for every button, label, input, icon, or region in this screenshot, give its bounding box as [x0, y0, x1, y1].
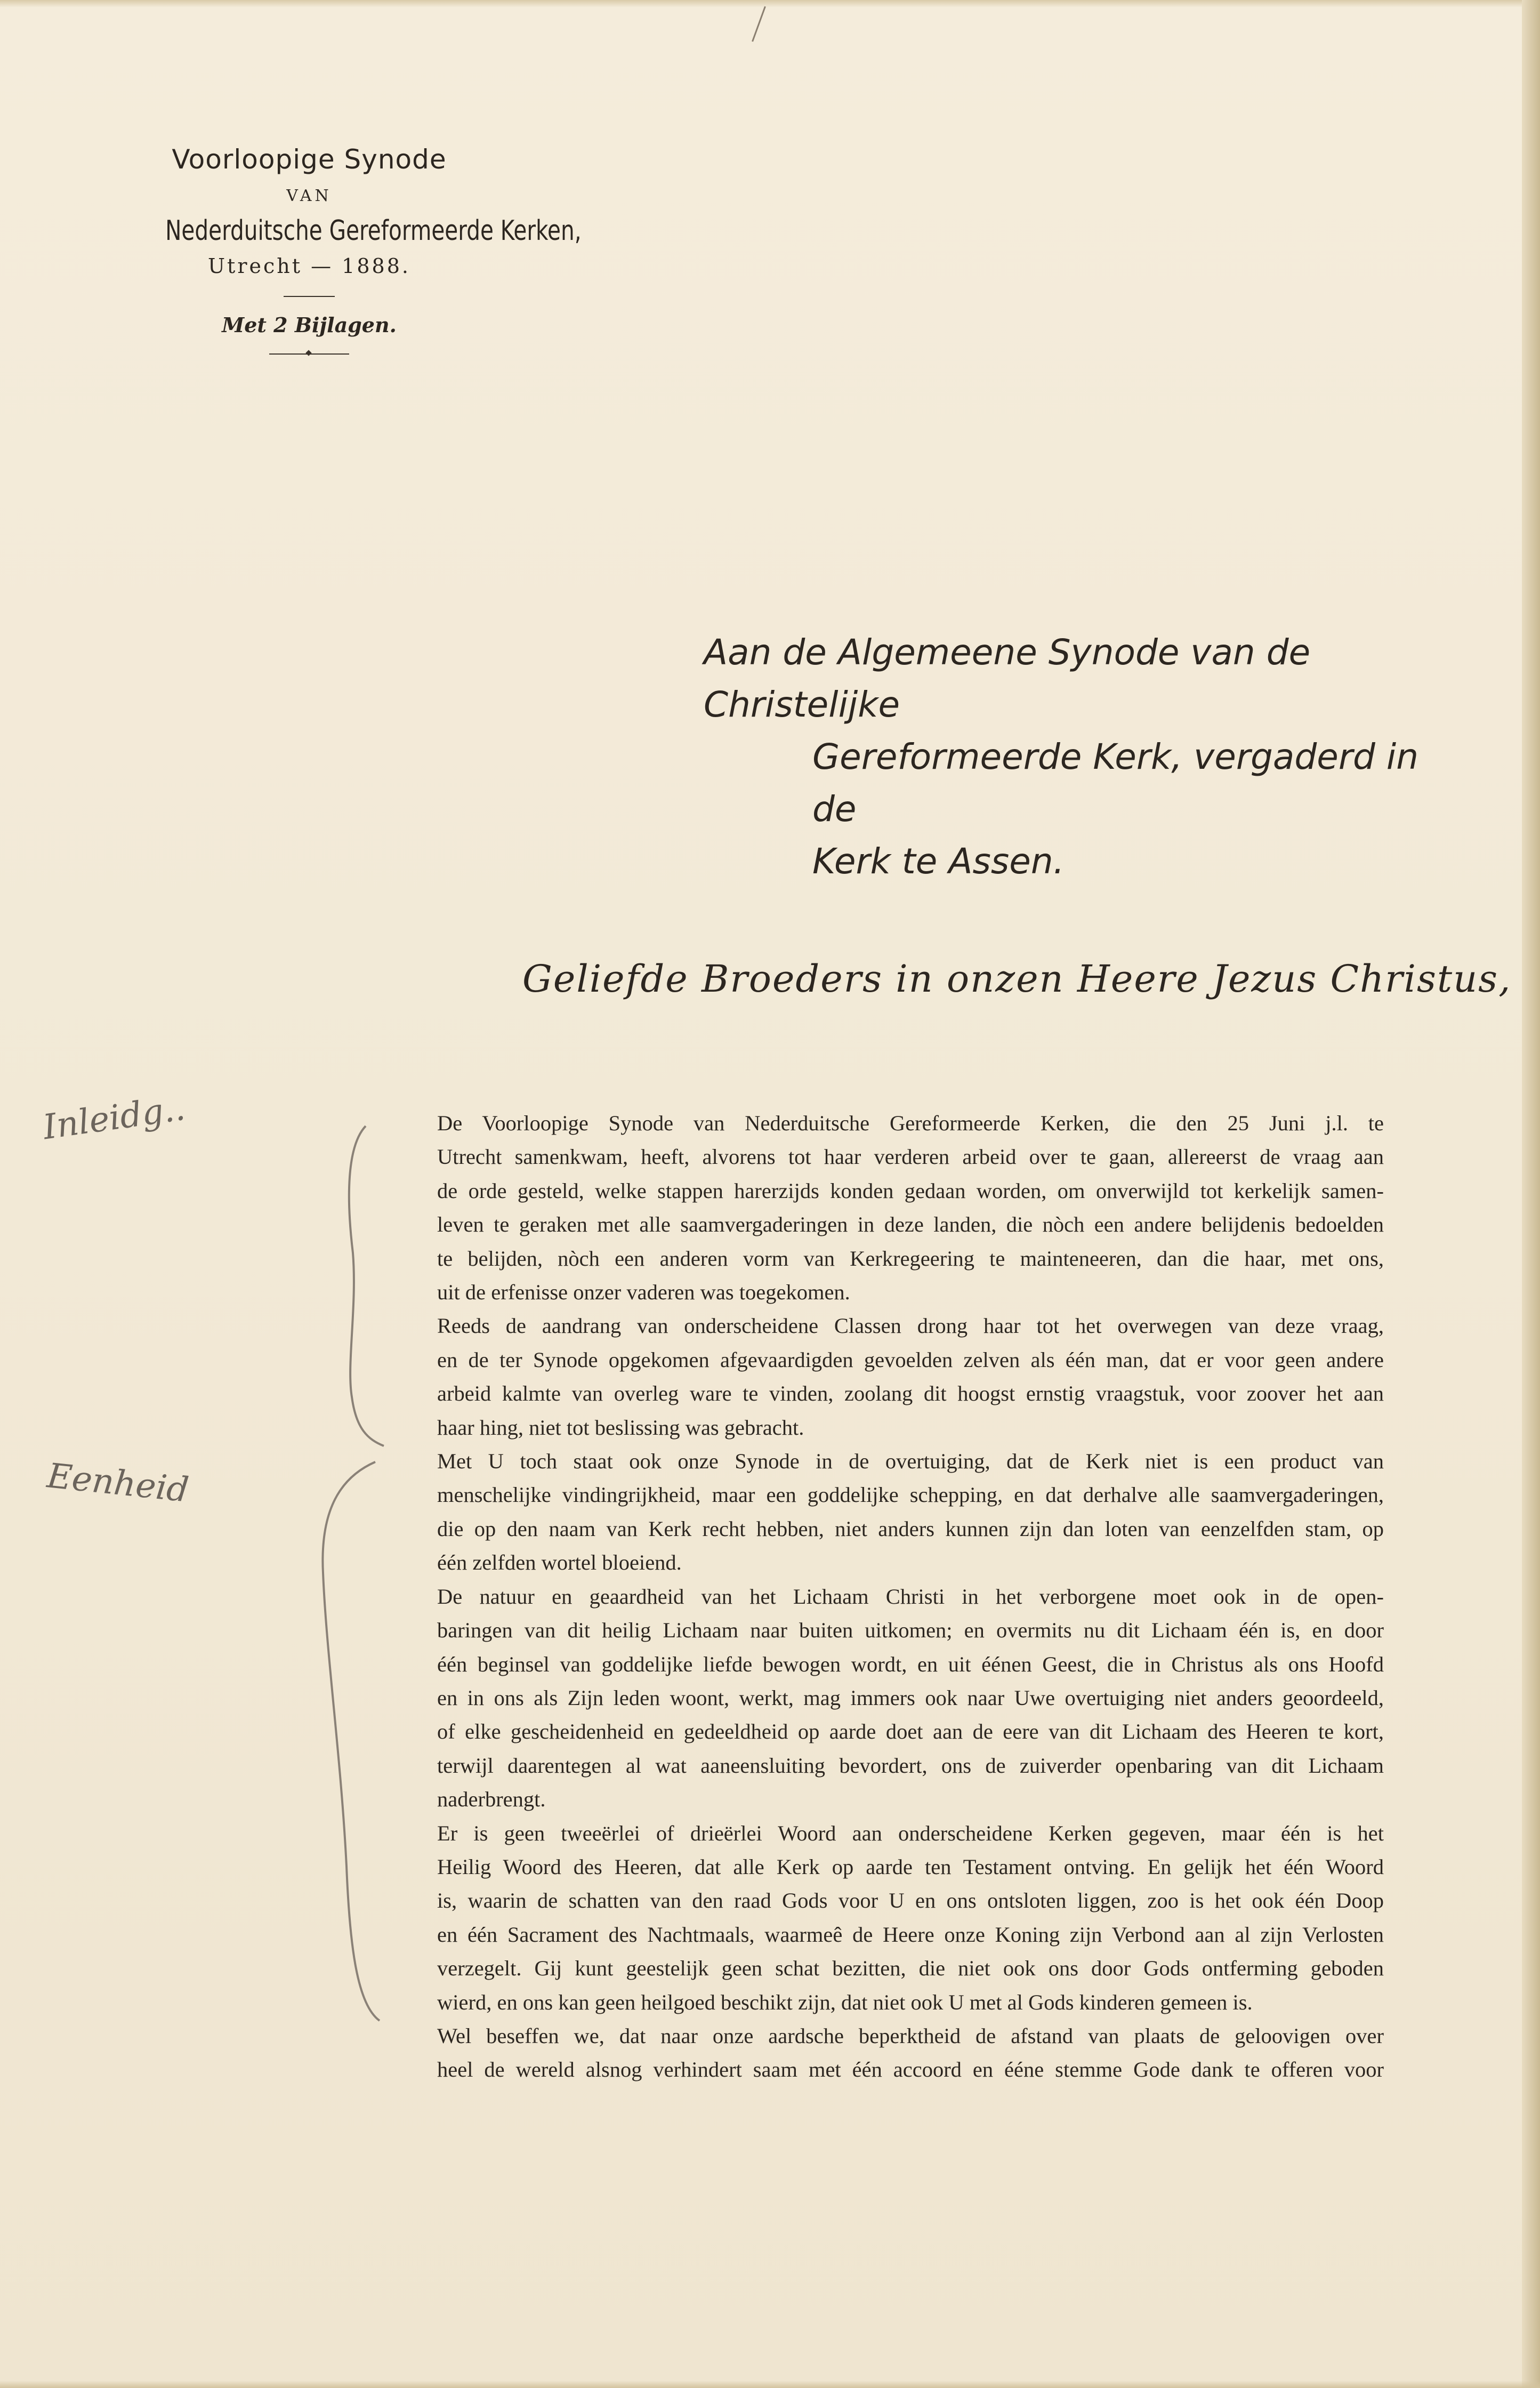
text-line: uit de erfenisse onzer vaderen was toegekomen.: [437, 1280, 850, 1305]
text-line: Met U toch staat ook onze Synode in de overtuiging, dat de Kerk niet is een product van: [437, 1449, 1384, 1474]
letterhead-van: VAN: [286, 187, 332, 205]
salutation: Geliefde Broeders in onzen Heere Jezus Christus,: [522, 957, 1512, 1001]
text-line: en de ter Synode opgekomen afgevaardigden gevoelden zelven als één man, dat er voor geen andere: [437, 1347, 1384, 1372]
text-line: baringen van dit heilig Lichaam naar buiten uitkomen; en overmits nu dit Lichaam één is, en door: [437, 1618, 1384, 1643]
text-line: De natuur en geaardheid van het Lichaam Christi in het verborgene moet ook in de open-: [437, 1584, 1384, 1609]
paragraph-3: [372, 1444, 1384, 1580]
text-line: terwijl daarentegen al wat aaneensluiting bevordert, ons de zuiverder openbaring van dit Lichaam: [437, 1753, 1384, 1778]
paragraph-6: [372, 2019, 1384, 2087]
text-line: te belijden, nòch een anderen vorm van Kerkregeering te mainteneeren, dan die haar, met ons,: [437, 1246, 1384, 1271]
text-line: Wel beseffen we, dat naar onze aardsche beperktheid de afstand van plaats de geloovigen over: [437, 2023, 1384, 2048]
pencil-bracket-2: [322, 1462, 380, 2021]
text-line: de orde gesteld, welke stappen harerzijds konden gedaan worden, om onverwijld tot kerkelijk samen-: [437, 1178, 1384, 1203]
text-line: naderbrengt.: [437, 1787, 546, 1812]
letterhead-enclosures: Met 2 Bijlagen.: [222, 313, 397, 337]
text-line: menschelijke vindingrijkheid, maar een goddelijke schepping, en dat derhalve alle saamvergaderingen,: [437, 1483, 1384, 1507]
text-line: De Voorloopige Synode van Nederduitsche Gereformeerde Kerken, die den 25 Juni j.l. te: [437, 1111, 1384, 1135]
text-line: Utrecht samenkwam, heeft, alvorens tot haar verderen arbeid over te gaan, allereerst de vraag aan: [437, 1145, 1384, 1169]
text-line: verzegelt. Gij kunt geestelijk geen schat bezitten, die niet ook ons door Gods ontferming geboden: [437, 1956, 1384, 1981]
text-line: of elke gescheidenheid en gedeeldheid op aarde doet aan de eere van dit Lichaam des Heeren te kort,: [437, 1719, 1384, 1744]
text-line: Heilig Woord des Heeren, dat alle Kerk op aarde ten Testament ontving. En gelijk het één Woord: [437, 1854, 1384, 1879]
text-line: één beginsel van goddelijke liefde bewogen wordt, en uit éénen Geest, die in Christus als ons Hoofd: [437, 1652, 1384, 1676]
text-line: haar hing, niet tot beslissing was gebracht.: [437, 1415, 804, 1440]
letterhead-organisation: Nederduitsche Gereformeerde Kerken,: [165, 215, 582, 247]
paragraph-4: [372, 1580, 1384, 1816]
paragraph-2: [372, 1309, 1384, 1444]
text-line: wierd, en ons kan geen heilgoed beschikt zijn, dat niet ook U met al Gods kinderen gemeen is.: [437, 1990, 1253, 2014]
letterhead-title: Voorloopige Synode: [172, 144, 447, 175]
address-line: Aan de Algemeene Synode van de Christelijke: [704, 632, 1311, 725]
letter-body: [372, 1106, 1384, 2087]
text-line: arbeid kalmte van overleg ware te vinden, zoolang dit hoogst ernstig vraagstuk, voor zoover het aan: [437, 1381, 1384, 1406]
address-line: Gereformeerde Kerk, vergaderd in de: [812, 736, 1419, 830]
text-line: en één Sacrament des Nachtmaals, waarmeê de Heere onze Koning zijn Verbond aan al zijn Verlosten: [437, 1922, 1384, 1947]
margin-note-unity: Eenheid: [45, 1456, 191, 1510]
paragraph-1: [372, 1106, 1384, 1309]
text-line: Er is geen tweeërlei of drieërlei Woord aan onderscheidene Kerken gegeven, maar één is het: [437, 1821, 1384, 1845]
margin-note-introduction: Inleidg..: [41, 1088, 188, 1148]
text-line: heel de wereld alsnog verhindert saam met één accoord en ééne stemme Gode dank te offeren voor: [437, 2057, 1384, 2082]
text-line: en in ons als Zijn leden woont, werkt, mag immers ook naar Uwe overtuiging niet anders geoordeeld,: [437, 1685, 1384, 1710]
text-line: leven te geraken met alle saamvergaderingen in deze landen, die nòch een andere belijdenis bedoelden: [437, 1212, 1384, 1237]
address-line: Kerk te Assen.: [812, 841, 1065, 882]
paragraph-5: [372, 1816, 1384, 2019]
letterhead-place-date: Utrecht — 1888.: [208, 254, 410, 278]
text-line: één zelfden wortel bloeiend.: [437, 1550, 682, 1575]
text-line: Reeds de aandrang van onderscheidene Classen drong haar tot het overwegen van deze vraag,: [437, 1314, 1384, 1338]
text-line: die op den naam van Kerk recht hebben, niet anders kunnen zijn dan loten van eenzelfden stam, op: [437, 1516, 1384, 1541]
text-line: is, waarin de schatten van den raad Gods voor U en ons ontsloten liggen, zoo is het ook één Doop: [437, 1888, 1384, 1913]
